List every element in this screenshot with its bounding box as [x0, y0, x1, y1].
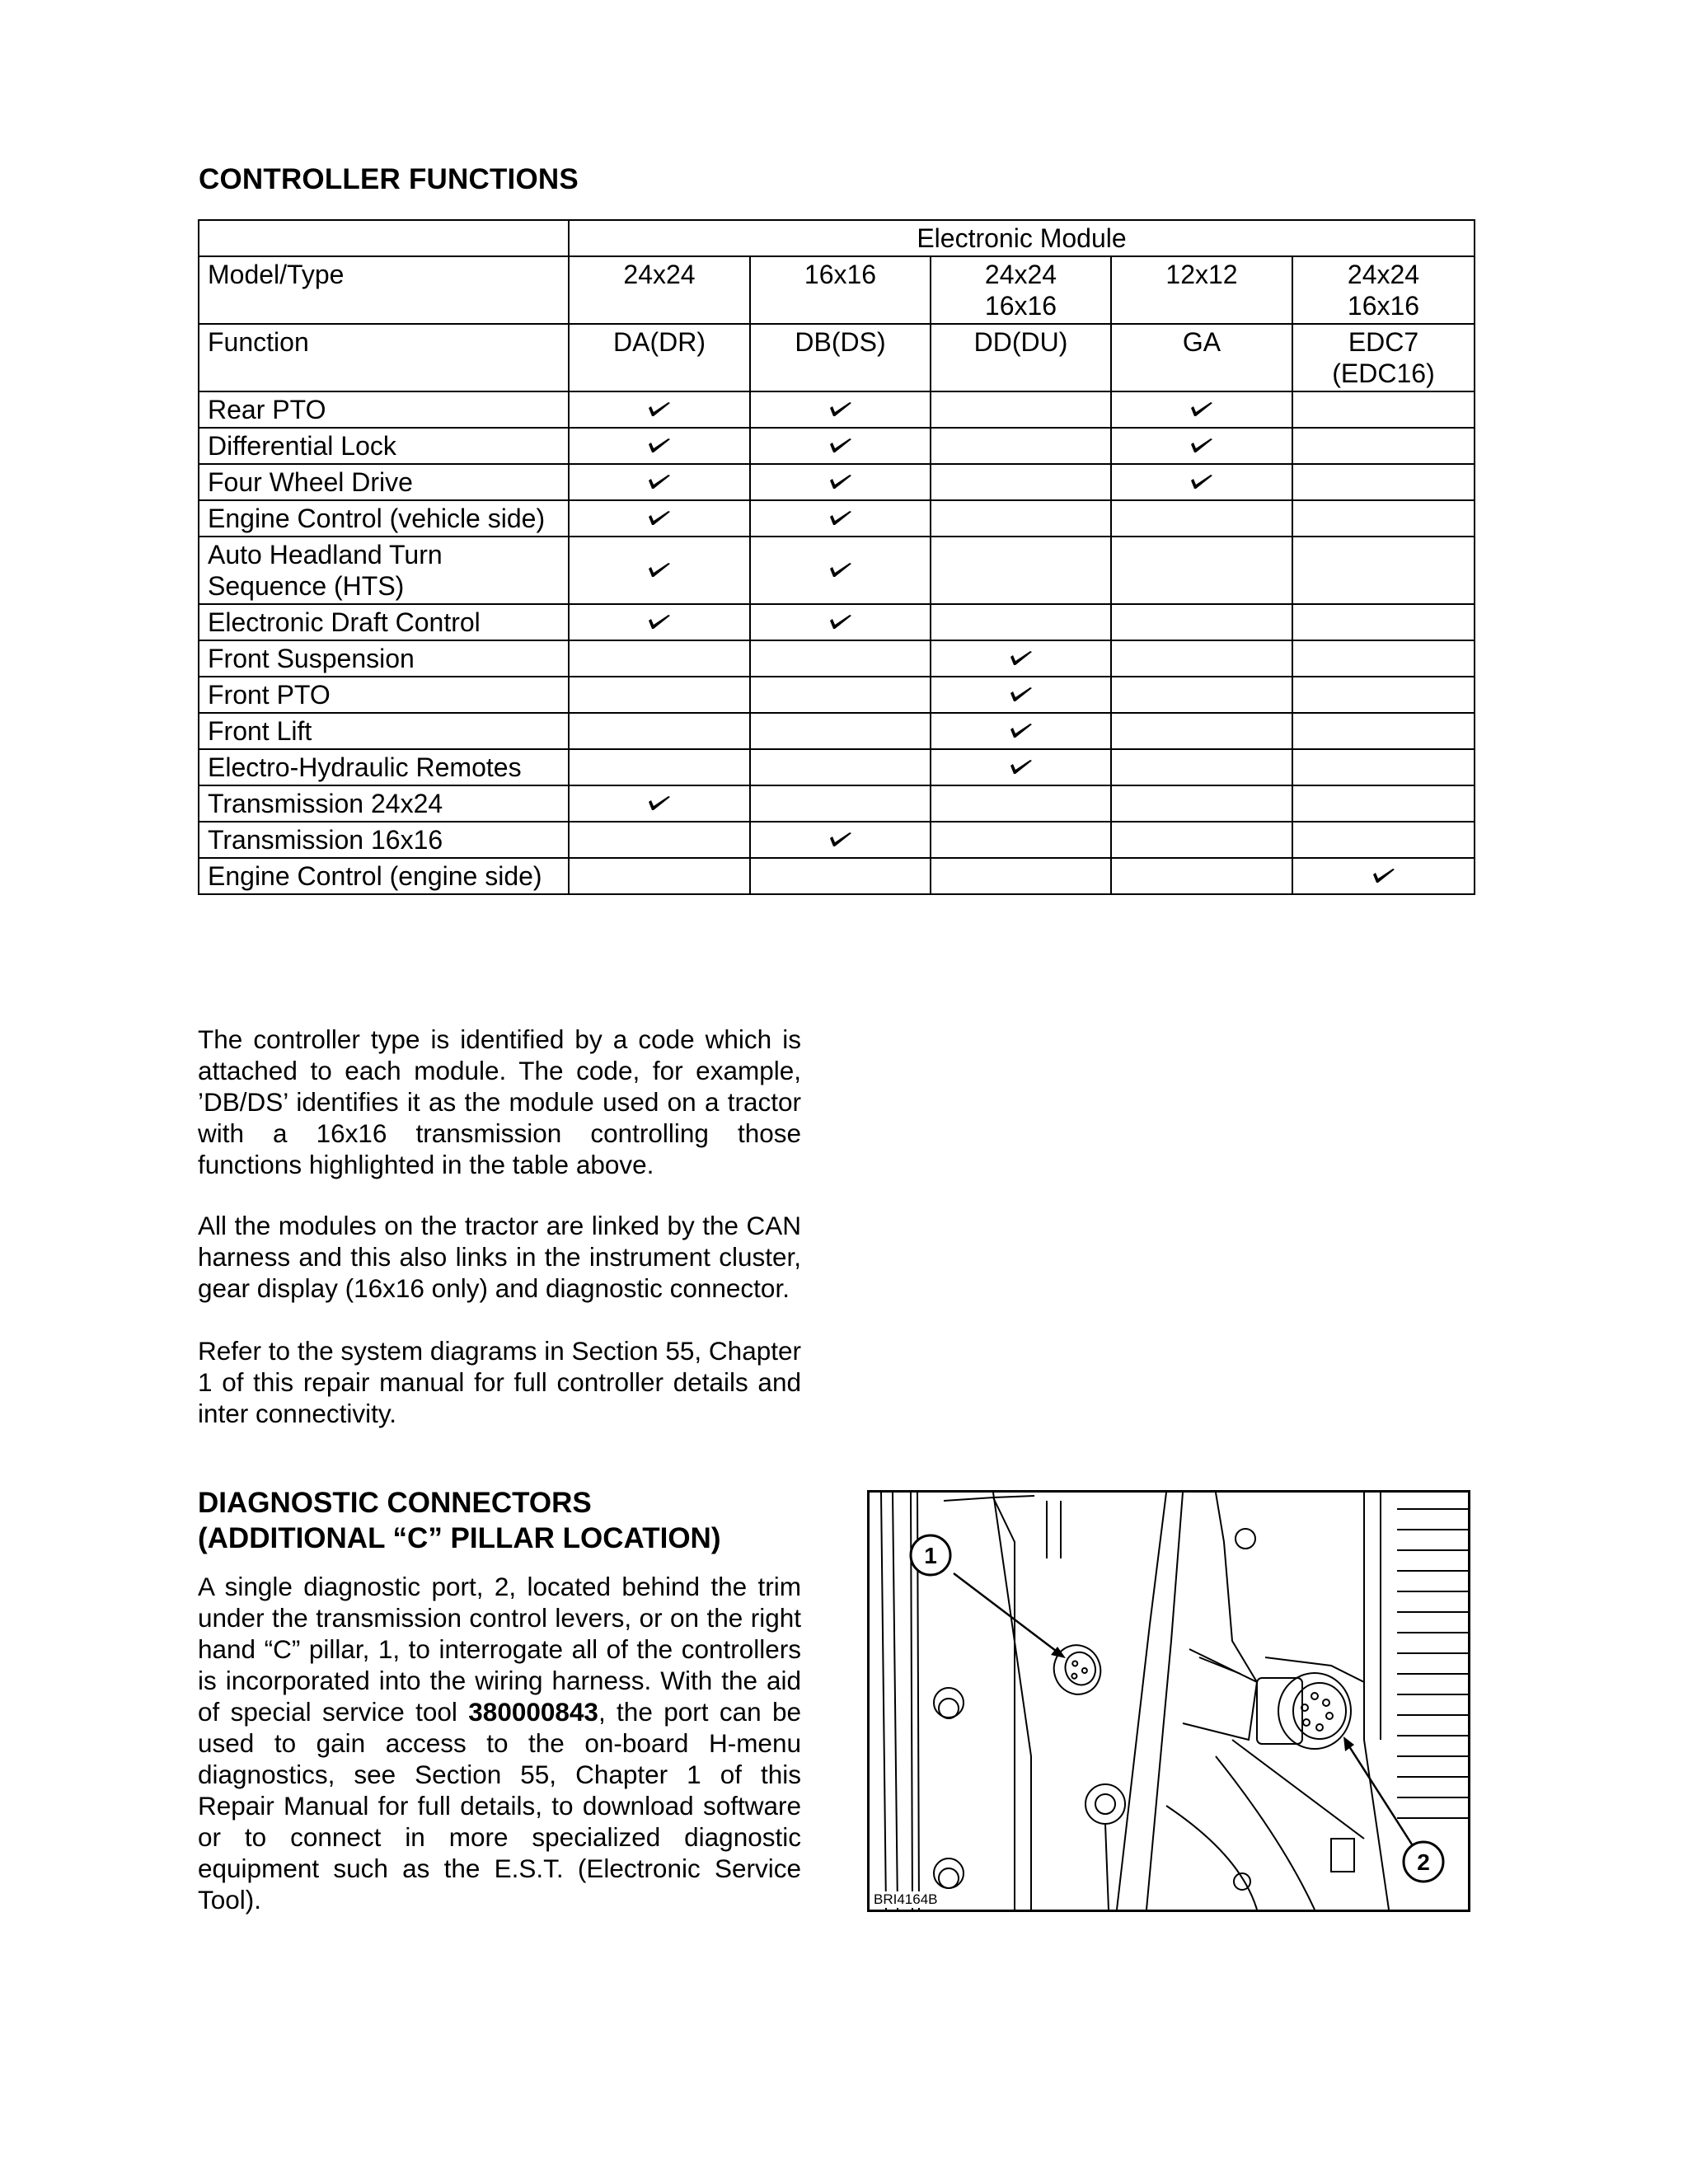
checkmark-icon [1189, 401, 1214, 419]
check-cell [569, 464, 750, 500]
check-cell [931, 822, 1111, 858]
check-cell [1111, 785, 1292, 822]
check-cell [750, 391, 931, 428]
section-title-controller-functions: CONTROLLER FUNCTIONS [199, 163, 579, 195]
table-row [199, 822, 1475, 858]
function-name: Auto Headland Turn Sequence (HTS) [199, 537, 569, 604]
check-cell [569, 858, 750, 894]
check-cell [1292, 537, 1475, 604]
function-name: Transmission 16x16 [199, 822, 569, 858]
table-row [199, 500, 1475, 537]
check-cell [1111, 822, 1292, 858]
table-row [199, 464, 1475, 500]
paragraph-controller-type: The controller type is identified by a code which is attached to each module. The code, for example, ’DB/DS’ identifies it as the module used on a tractor with a 16x16 transmission controlling those functions highlighted in the table above. [198, 1024, 801, 1179]
check-cell [1292, 677, 1475, 713]
check-cell [569, 391, 750, 428]
table-row [199, 858, 1475, 894]
check-cell [1111, 677, 1292, 713]
check-cell [1111, 391, 1292, 428]
table-row [199, 640, 1475, 677]
function-row-cell: DD(DU) [931, 324, 1111, 391]
check-cell [931, 785, 1111, 822]
check-cell [750, 640, 931, 677]
function-name: Front Suspension [199, 640, 569, 677]
check-cell [1292, 785, 1475, 822]
table-row [199, 604, 1475, 640]
check-cell [931, 391, 1111, 428]
checkmark-icon [828, 561, 853, 579]
check-cell [1111, 858, 1292, 894]
check-cell [750, 500, 931, 537]
checkmark-icon [647, 613, 672, 631]
function-name: Engine Control (engine side) [199, 858, 569, 894]
check-cell [569, 822, 750, 858]
check-cell [1292, 428, 1475, 464]
check-cell [569, 785, 750, 822]
function-name: Electronic Draft Control [199, 604, 569, 640]
table-row [199, 785, 1475, 822]
checkmark-icon [647, 473, 672, 491]
check-cell [1292, 858, 1475, 894]
check-cell [931, 604, 1111, 640]
function-row-cell: DB(DS) [750, 324, 931, 391]
function-name: Differential Lock [199, 428, 569, 464]
check-cell [1292, 391, 1475, 428]
function-name: Four Wheel Drive [199, 464, 569, 500]
check-cell [931, 677, 1111, 713]
callout-2 [1404, 1842, 1443, 1882]
function-row [199, 324, 1475, 391]
check-cell [1111, 537, 1292, 604]
checkmark-icon [828, 831, 853, 849]
check-cell [569, 500, 750, 537]
check-cell [1111, 604, 1292, 640]
function-name: Front PTO [199, 677, 569, 713]
callout-1 [911, 1535, 950, 1575]
svg-text:1: 1 [924, 1543, 937, 1568]
electronic-module-header: Electronic Module [569, 220, 1475, 256]
check-cell [750, 785, 931, 822]
checkmark-icon [828, 437, 853, 455]
check-cell [569, 640, 750, 677]
figure-code: BRI4164B [874, 1891, 938, 1907]
checkmark-icon [1009, 686, 1034, 704]
table-row [199, 537, 1475, 604]
checkmark-icon [1189, 437, 1214, 455]
model-type-row-cell: 12x12 [1111, 256, 1292, 324]
check-cell [931, 428, 1111, 464]
model-type-row-label: Model/Type [199, 256, 569, 324]
paragraph-system-diagrams: Refer to the system diagrams in Section 55, Chapter 1 of this repair manual for full controller details and inter connectivity. [198, 1336, 801, 1428]
checkmark-icon [828, 401, 853, 419]
function-name: Front Lift [199, 713, 569, 749]
check-cell [750, 537, 931, 604]
check-cell [931, 500, 1111, 537]
checkmark-icon [1009, 649, 1034, 668]
checkmark-icon [647, 794, 672, 813]
checkmark-icon [828, 509, 853, 527]
check-cell [1111, 428, 1292, 464]
table-row [199, 391, 1475, 428]
check-cell [750, 464, 931, 500]
section-title-line-2: (ADDITIONAL “C” PILLAR LOCATION) [198, 1522, 721, 1554]
function-name: Electro-Hydraulic Remotes [199, 749, 569, 785]
check-cell [931, 537, 1111, 604]
function-row-label: Function [199, 324, 569, 391]
check-cell [750, 713, 931, 749]
check-cell [1292, 640, 1475, 677]
model-type-row [199, 256, 1475, 324]
check-cell [931, 713, 1111, 749]
table-group-header-row [199, 220, 1475, 256]
table-row [199, 428, 1475, 464]
check-cell [750, 749, 931, 785]
diagnostic-connector-illustration [867, 1490, 1470, 1912]
check-cell [931, 858, 1111, 894]
checkmark-icon [1009, 758, 1034, 776]
checkmark-icon [1189, 473, 1214, 491]
check-cell [1292, 604, 1475, 640]
function-row-cell: EDC7 (EDC16) [1292, 324, 1475, 391]
checkmark-icon [647, 401, 672, 419]
section-title-diagnostic-connectors [198, 1485, 720, 1556]
function-name: Rear PTO [199, 391, 569, 428]
check-cell [1111, 464, 1292, 500]
check-cell [931, 640, 1111, 677]
model-type-row-cell: 24x24 16x16 [931, 256, 1111, 324]
model-type-row-cell: 24x24 [569, 256, 750, 324]
check-cell [1111, 749, 1292, 785]
check-cell [750, 428, 931, 464]
check-cell [1292, 713, 1475, 749]
checkmark-icon [647, 509, 672, 527]
check-cell [1292, 500, 1475, 537]
table-row [199, 749, 1475, 785]
check-cell [750, 604, 931, 640]
checkmark-icon [1009, 722, 1034, 740]
paragraph-can-harness: All the modules on the tractor are linked by the CAN harness and this also links in the instrument cluster, gear display (16x16 only) and diagnostic connector. [198, 1211, 801, 1303]
checkmark-icon [1372, 867, 1396, 885]
check-cell [569, 604, 750, 640]
check-cell [569, 713, 750, 749]
model-type-row-cell: 24x24 16x16 [1292, 256, 1475, 324]
check-cell [569, 537, 750, 604]
checkmark-icon [828, 613, 853, 631]
table-row [199, 713, 1475, 749]
function-name: Engine Control (vehicle side) [199, 500, 569, 537]
function-name: Transmission 24x24 [199, 785, 569, 822]
check-cell [931, 464, 1111, 500]
check-cell [569, 677, 750, 713]
check-cell [750, 677, 931, 713]
check-cell [1111, 500, 1292, 537]
table-corner-cell [199, 220, 569, 256]
check-cell [1111, 640, 1292, 677]
illustration-drawing [870, 1493, 1468, 1910]
svg-text:2: 2 [1417, 1849, 1430, 1875]
function-row-cell: GA [1111, 324, 1292, 391]
checkmark-icon [828, 473, 853, 491]
function-row-cell: DA(DR) [569, 324, 750, 391]
model-type-row-cell: 16x16 [750, 256, 931, 324]
check-cell [569, 749, 750, 785]
checkmark-icon [647, 437, 672, 455]
service-tool-number: 380000843 [468, 1697, 598, 1727]
check-cell [1111, 713, 1292, 749]
checkmark-icon [647, 561, 672, 579]
check-cell [1292, 822, 1475, 858]
paragraph-diagnostic-port: A single diagnostic port, 2, located behind the trim under the transmission control levers, or on the right hand “C” pillar, 1, to interrogate all of the controllers is incorporated into the wiring harness. With the aid of special service tool 380000843, the port can be used to gain access to the on-board H-menu diagnostics, see Section 55, Chapter 1 of this Repair Manual for full details, to download software or to connect in more specialized diagnostic equipment such as the E.S.T. (Electronic Service Tool). [198, 1572, 801, 1915]
check-cell [1292, 464, 1475, 500]
check-cell [931, 749, 1111, 785]
check-cell [750, 858, 931, 894]
check-cell [750, 822, 931, 858]
section-title-line-1: DIAGNOSTIC CONNECTORS [198, 1487, 592, 1519]
table-row [199, 677, 1475, 713]
check-cell [569, 428, 750, 464]
controller-functions-table [198, 219, 1475, 895]
check-cell [1292, 749, 1475, 785]
